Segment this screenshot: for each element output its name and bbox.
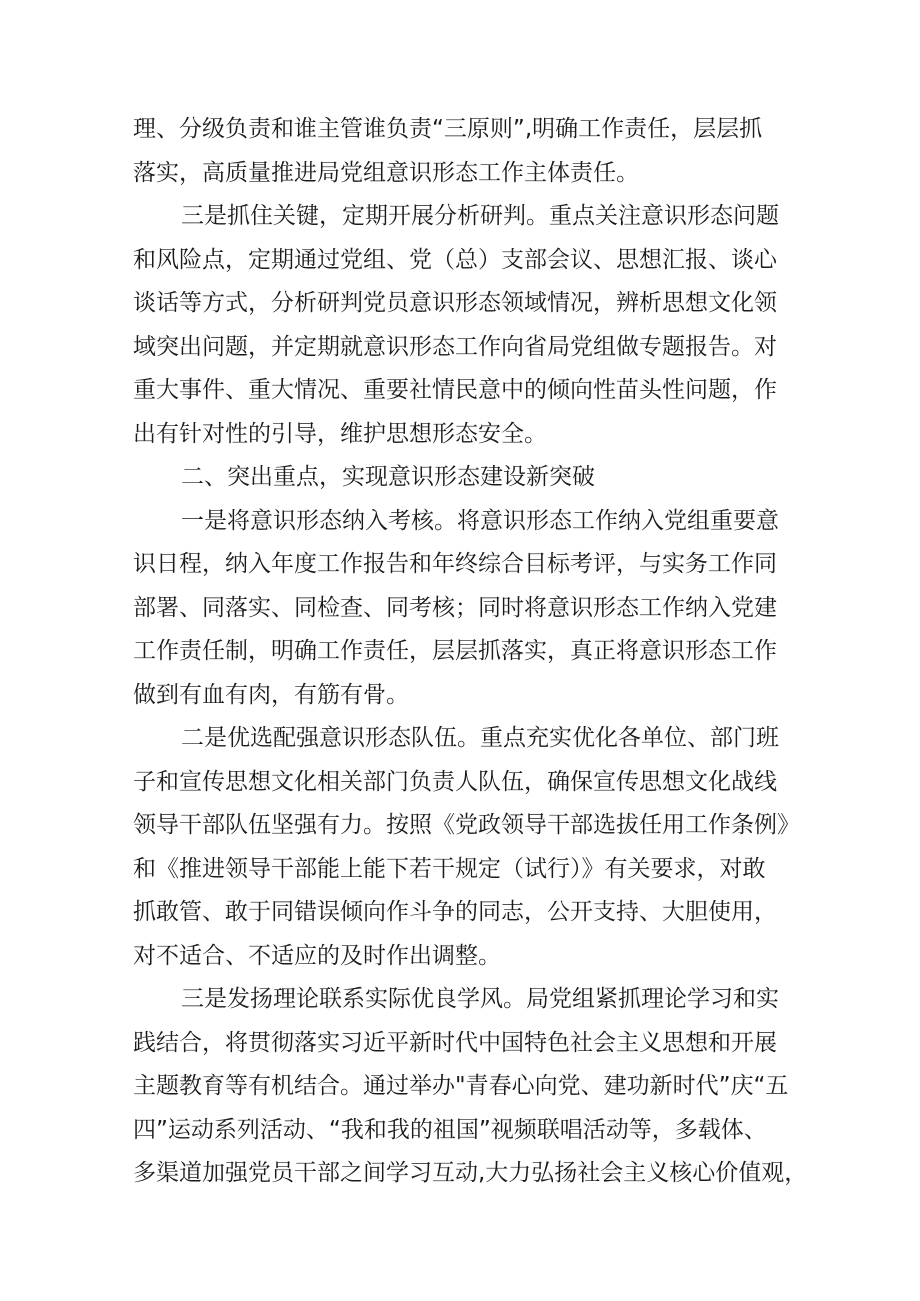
- paragraph-start-line: 二是优选配强意识形态队伍。重点充实优化各单位、部门班: [181, 725, 779, 751]
- text-line: 践结合，将贯彻落实习近平新时代中国特色社会主义思想和开展: [133, 1029, 777, 1056]
- section-heading: 二、突出重点，实现意识形态建设新突破: [181, 464, 595, 490]
- text-line: 多渠道加强党员干部之间学习互动,大力弘扬社会主义核心价值观，: [133, 1160, 808, 1186]
- text-line: 工作责任制，明确工作责任，层层抓落实，真正将意识形态工作: [133, 638, 777, 664]
- text-line: 出有针对性的引导，维护思想形态安全。: [133, 420, 547, 447]
- text-line: 领导干部队伍坚强有力。按照《党政领导干部选拔任用工作条例》: [133, 812, 800, 838]
- text-line: 识日程，纳入年度工作报告和年终综合目标考评，与实务工作同: [133, 551, 777, 577]
- paragraph-start-line: 三是抓住关键，定期开展分析研判。重点关注意识形态问题: [181, 203, 779, 229]
- text-line: 和风险点，定期通过党组、党（总）支部会议、思想汇报、谈心: [133, 246, 777, 273]
- text-line: 理、分级负责和谁主管谁负责“三原则”,明确工作责任，层层抓: [133, 116, 763, 142]
- paragraph-start-line: 一是将意识形态纳入考核。将意识形态工作纳入党组重要意: [181, 507, 779, 534]
- text-line: 部署、同落实、同检查、同考核；同时将意识形态工作纳入党建: [133, 594, 777, 621]
- text-line: 重大事件、重大情况、重要社情民意中的倾向性苗头性问题，作: [133, 377, 777, 403]
- text-line: 对不适合、不适应的及时作出调整。: [133, 942, 501, 969]
- text-line: 做到有血有肉，有筋有骨。: [133, 681, 409, 708]
- paragraph-start-line: 三是发扬理论联系实际优良学风。局党组紧抓理论学习和实: [181, 986, 779, 1012]
- text-line: 和《推进领导干部能上能下若干规定（试行）》有关要求，对敢: [133, 855, 766, 882]
- text-line: 子和宣传思想文化相关部门负责人队伍，确保宣传思想文化战线: [133, 768, 777, 795]
- text-line: 落实，高质量推进局党组意识形态工作主体责任。: [133, 159, 639, 186]
- text-line: 谈话等方式，分析研判党员意识形态领域情况，辨析思想文化领: [133, 290, 777, 316]
- text-line: 主题教育等有机结合。通过举办"青春心向党、建功新时代”庆“五: [133, 1073, 789, 1099]
- text-line: 域突出问题，并定期就意识形态工作向省局党组做专题报告。对: [133, 333, 777, 360]
- document-body: [133, 108, 808, 1196]
- text-line: 四”运动系列活动、“我和我的祖国”视频联唱活动等，多载体、: [133, 1116, 767, 1143]
- text-line: 抓敢管、敢于同错误倾向作斗争的同志，公开支持、大胆使用，: [133, 899, 777, 925]
